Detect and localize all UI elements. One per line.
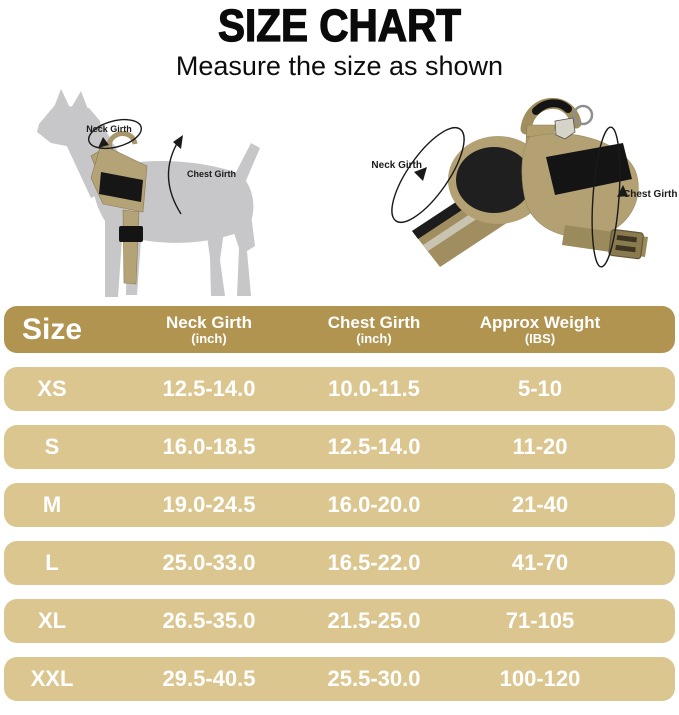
page-title: SIZE CHART xyxy=(218,0,461,51)
dog-diagram xyxy=(3,88,329,300)
neck-value: 12.5-14.0 xyxy=(162,376,256,401)
harness-diagram xyxy=(330,85,679,299)
chest-value: 12.5-14.0 xyxy=(327,434,421,459)
neck-value: 29.5-40.5 xyxy=(162,666,256,691)
table-row-m xyxy=(4,483,675,527)
harness-chest-girth-label: Chest Girth xyxy=(623,189,678,200)
size-value: XS xyxy=(37,376,67,401)
weight-value: 41-70 xyxy=(511,550,569,575)
table-row-xxl xyxy=(4,657,675,701)
table-row-xl xyxy=(4,599,675,643)
dog-neck-girth-label: Neck Girth xyxy=(86,124,132,134)
chest-value: 21.5-25.0 xyxy=(327,608,421,633)
weight-value: 71-105 xyxy=(505,608,575,633)
chest-value: 25.5-30.0 xyxy=(327,666,421,691)
dog-chest-girth-label: Chest Girth xyxy=(187,169,237,179)
size-value: S xyxy=(44,434,60,459)
column-header-unit: (inch) xyxy=(191,331,227,347)
neck-value: 26.5-35.0 xyxy=(162,608,256,633)
column-header-size: Size xyxy=(21,312,83,346)
column-header-unit: (IBS) xyxy=(524,331,556,347)
neck-value: 19.0-24.5 xyxy=(162,492,256,517)
column-header-unit: (inch) xyxy=(356,331,392,347)
weight-value: 100-120 xyxy=(499,666,581,691)
chest-value: 16.0-20.0 xyxy=(327,492,421,517)
buckle xyxy=(609,229,644,259)
weight-value: 11-20 xyxy=(512,434,568,459)
column-header-approx-weight xyxy=(430,314,650,346)
neck-value: 16.0-18.5 xyxy=(162,434,256,459)
column-header-label: Neck Girth xyxy=(166,312,252,332)
dog-silhouette xyxy=(37,89,260,297)
size-table xyxy=(4,306,675,715)
header xyxy=(0,0,679,81)
size-value: XL xyxy=(37,608,67,633)
table-row-l xyxy=(4,541,675,585)
neck-value: 25.0-33.0 xyxy=(162,550,256,575)
column-header-chest-girth xyxy=(318,314,430,346)
size-value: M xyxy=(42,492,62,517)
column-header-neck-girth xyxy=(100,314,318,346)
size-value: XXL xyxy=(30,666,74,691)
harness-neck-girth-label: Neck Girth xyxy=(371,160,422,171)
size-value: L xyxy=(45,550,59,575)
table-header-row xyxy=(4,306,675,353)
chest-value: 10.0-11.5 xyxy=(328,376,420,401)
table-row-s xyxy=(4,425,675,469)
page-subtitle: Measure the size as shown xyxy=(175,51,504,81)
column-header-label: Approx Weight xyxy=(479,312,601,332)
figures xyxy=(0,85,679,301)
chest-value: 16.5-22.0 xyxy=(327,550,421,575)
table-row-xs xyxy=(4,367,675,411)
column-header-label: Chest Girth xyxy=(327,312,421,332)
weight-value: 21-40 xyxy=(511,492,569,517)
weight-value: 5-10 xyxy=(517,376,563,401)
